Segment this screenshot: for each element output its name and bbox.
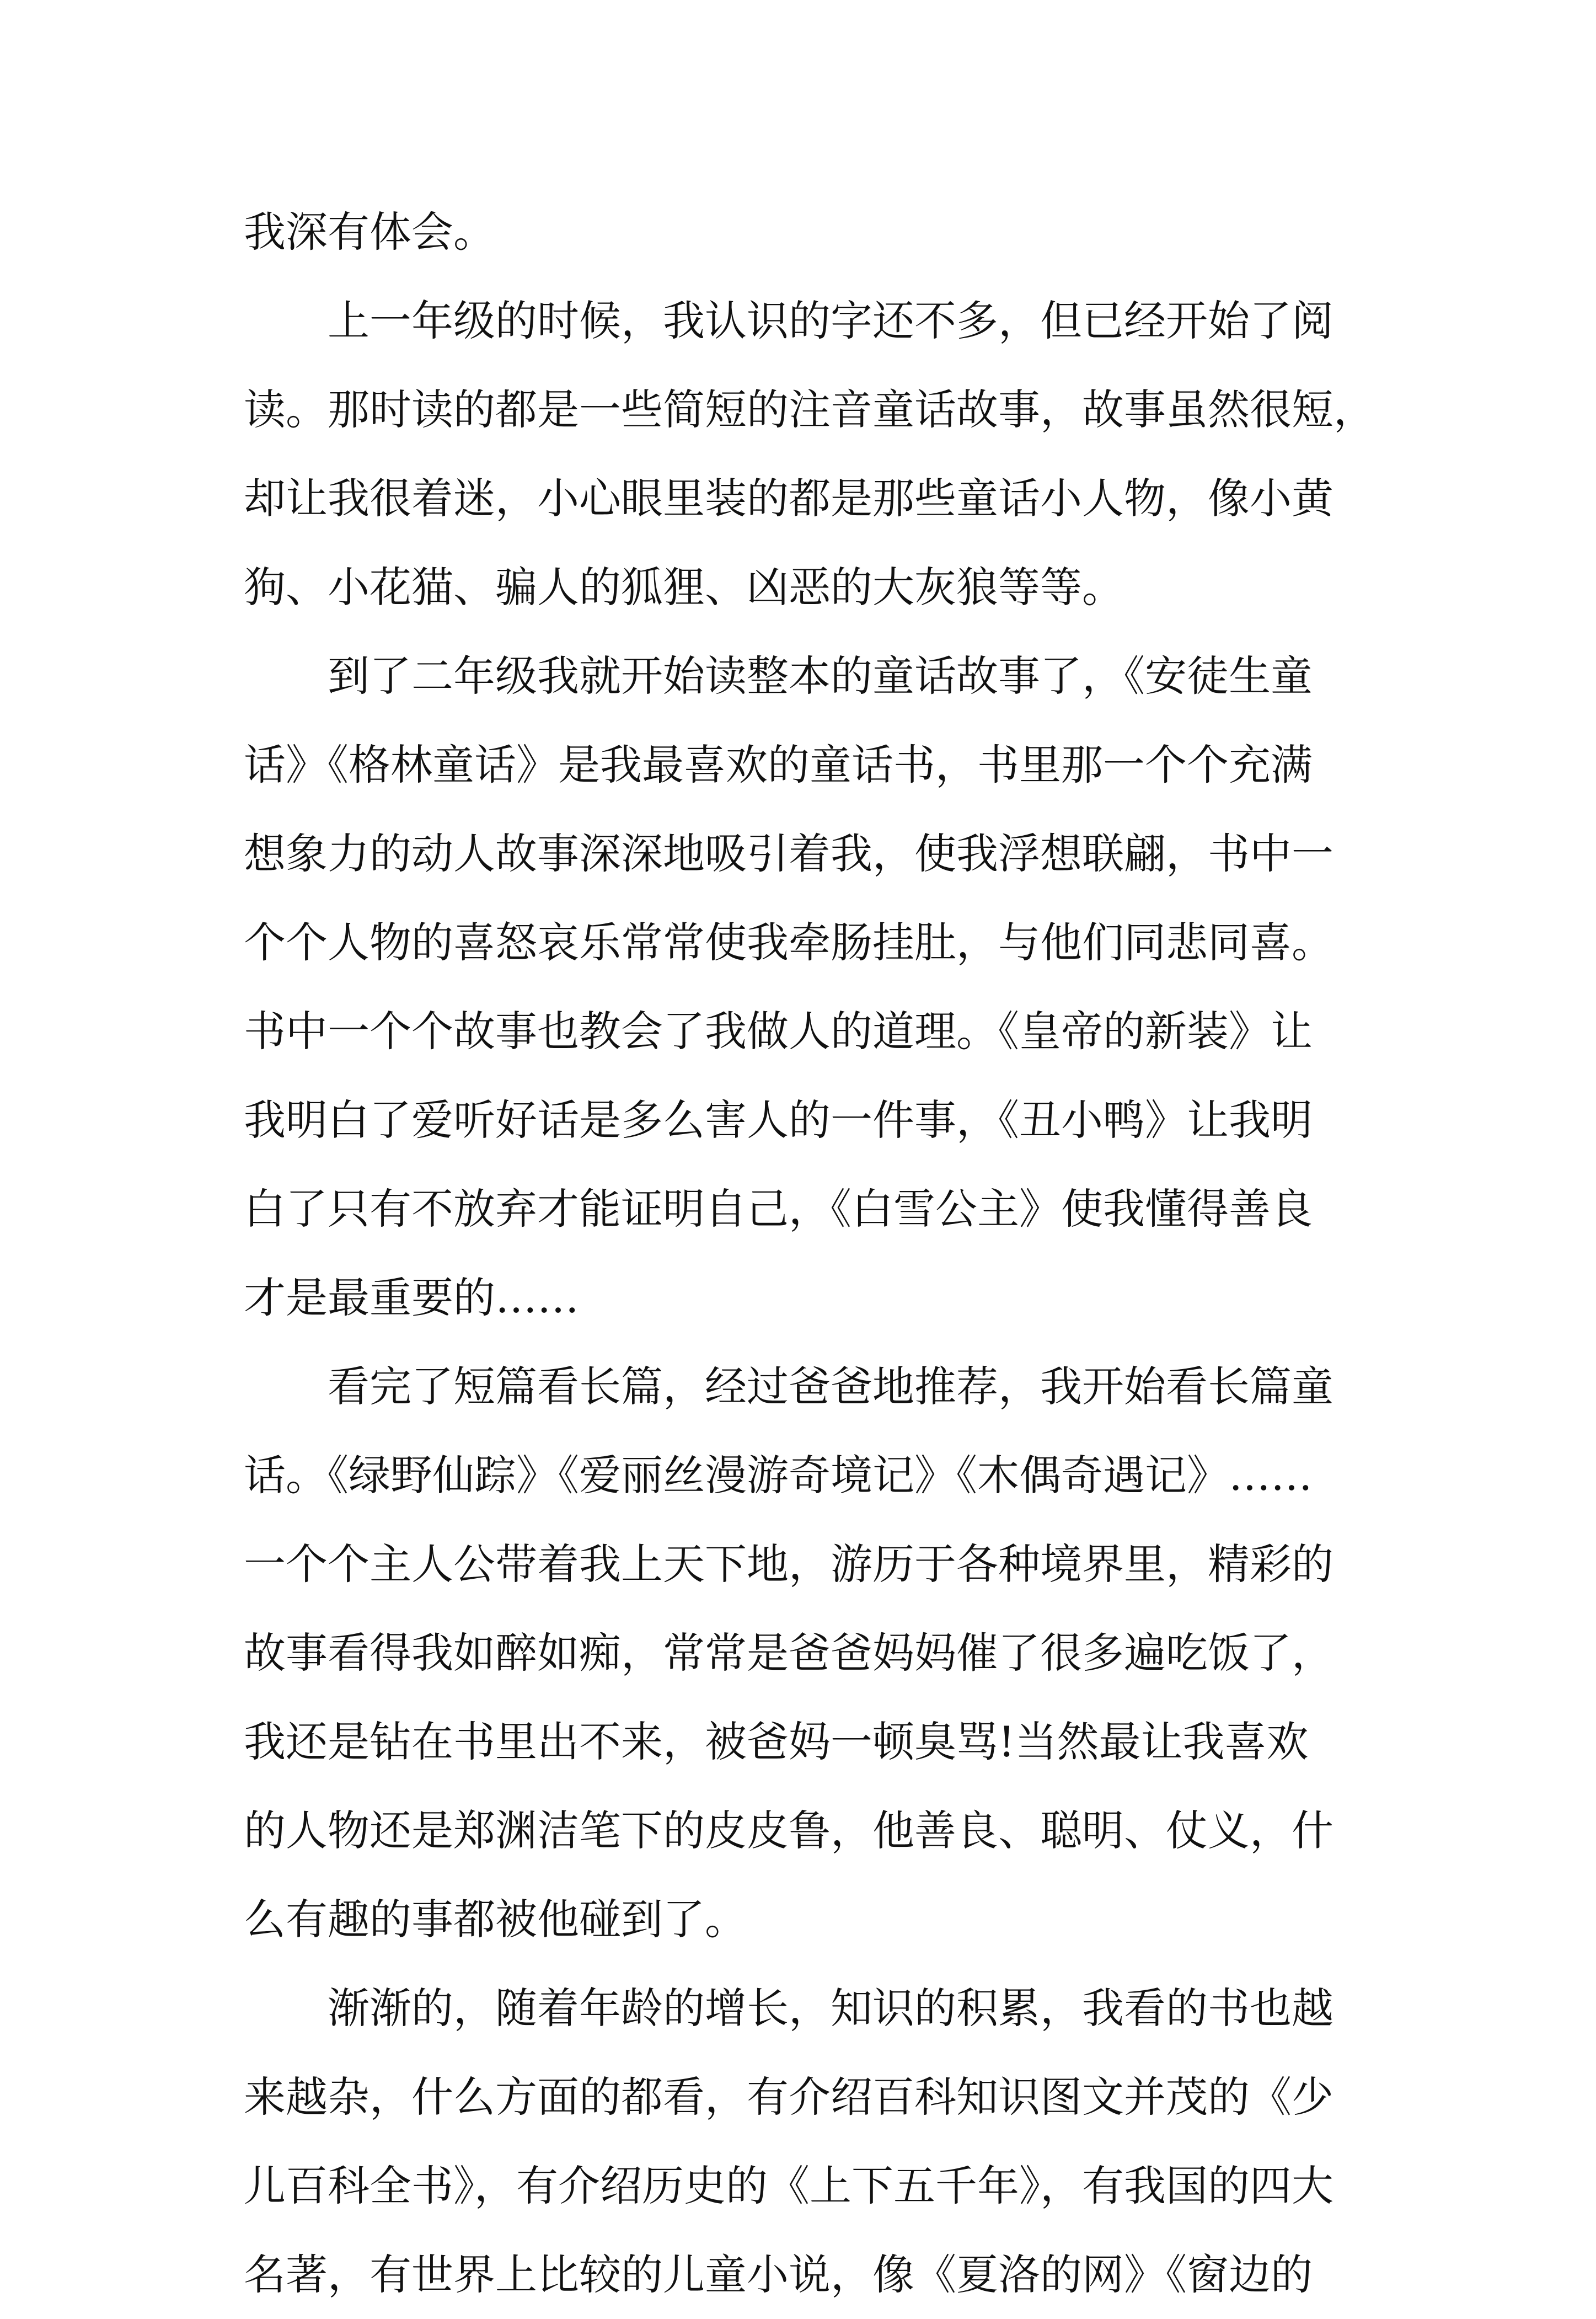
text-line: 个个人物的喜怒哀乐常常使我牵肠挂肚，与他们同悲同喜。 xyxy=(244,918,1333,967)
text-line: 上一年级的时候，我认识的字还不多，但已经开始了阅 xyxy=(328,296,1333,345)
text-line: 一个个主人公带着我上天下地，游历于各种境界里，精彩的 xyxy=(244,1540,1333,1589)
text-line: 看完了短篇看长篇，经过爸爸地推荐，我开始看长篇童 xyxy=(328,1362,1333,1411)
text-line: 我明白了爱听好话是多么害人的一件事，《丑小鸭》让我明 xyxy=(244,1096,1313,1145)
text-line: 渐渐的，随着年龄的增长，知识的积累，我看的书也越 xyxy=(328,1984,1333,2033)
text-line: 我还是钻在书里出不来，被爸妈一顿臭骂!当然最让我喜欢 xyxy=(244,1717,1309,1766)
text-line: 么有趣的事都被他碰到了。 xyxy=(244,1895,747,1944)
text-line: 话。《绿野仙踪》《爱丽丝漫游奇境记》《木偶奇遇记》…… xyxy=(244,1451,1313,1500)
text-line: 却让我很着迷，小心眼里装的都是那些童话小人物，像小黄 xyxy=(244,474,1333,523)
body-text xyxy=(244,188,1375,2319)
text-line: 儿百科全书》，有介绍历史的《上下五千年》，有我国的四大 xyxy=(244,2161,1333,2210)
text-line: 的人物还是郑渊洁笔下的皮皮鲁，他善良、聪明、仗义，什 xyxy=(244,1806,1333,1855)
text-line: 来越杂，什么方面的都看，有介绍百科知识图文并茂的《少 xyxy=(244,2072,1333,2122)
text-line: 我深有体会。 xyxy=(244,207,495,257)
text-line: 狗、小花猫、骗人的狐狸、凶恶的大灰狼等等。 xyxy=(244,563,1124,612)
text-line: 读。那时读的都是一些简短的注音童话故事，故事虽然很短， xyxy=(244,385,1375,434)
text-line: 才是最重要的…… xyxy=(244,1273,579,1322)
text-line: 白了只有不放弃才能证明自己，《白雪公主》使我懂得善良 xyxy=(244,1184,1313,1233)
text-line: 想象力的动人故事深深地吸引着我，使我浮想联翩，书中一 xyxy=(244,829,1333,878)
text-line: 到了二年级我就开始读整本的童话故事了，《安徒生童 xyxy=(328,651,1313,701)
text-line: 名著，有世界上比较的儿童小说，像《夏洛的网》《窗边的 xyxy=(244,2250,1313,2299)
text-line: 书中一个个故事也教会了我做人的道理。《皇帝的新装》让 xyxy=(244,1007,1313,1056)
text-line: 故事看得我如醉如痴，常常是爸爸妈妈催了很多遍吃饭了， xyxy=(244,1628,1333,1677)
text-line: 话》《格林童话》是我最喜欢的童话书，书里那一个个充满 xyxy=(244,740,1313,789)
